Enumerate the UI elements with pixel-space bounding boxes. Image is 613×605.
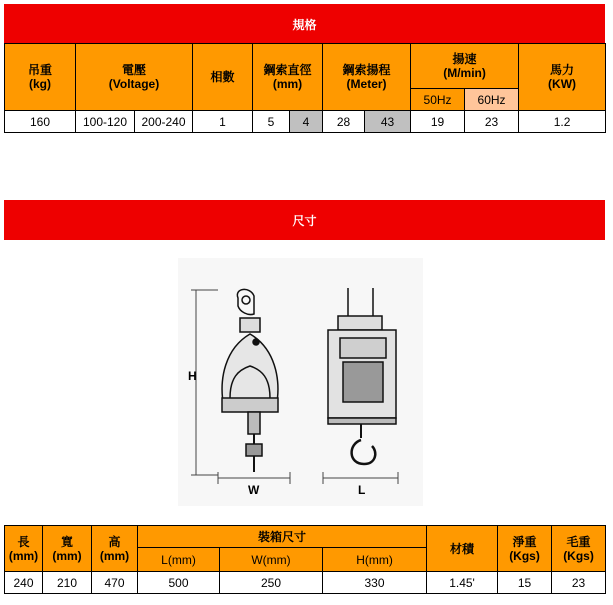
rope-guide <box>248 412 260 434</box>
header-box-l: L(mm) <box>138 548 220 572</box>
header-speed-60hz: 60Hz <box>465 89 519 111</box>
header-length: 長 (mm) <box>5 526 43 572</box>
hoist-dimension-drawing <box>178 258 423 506</box>
header-rope-length: 鋼索揚程 (Meter) <box>323 44 411 111</box>
header-box-h: H(mm) <box>323 548 427 572</box>
header-speed: 揚速 (M/min) <box>411 44 519 89</box>
side-bottom-plate <box>328 418 396 424</box>
header-volume: 材積 <box>427 526 498 572</box>
value-volume: 1.45' <box>427 572 498 594</box>
header-speed-50hz: 50Hz <box>411 89 465 111</box>
l-label: L <box>358 483 366 497</box>
value-height: 470 <box>92 572 138 594</box>
header-gross-weight: 毛重 (Kgs) <box>552 526 606 572</box>
value-power: 1.2 <box>519 111 606 133</box>
value-rope-diameter-a: 5 <box>253 111 290 133</box>
header-width: 寬 (mm) <box>43 526 92 572</box>
value-width: 210 <box>43 572 92 594</box>
header-box-size: 裝箱尺寸 <box>138 526 427 548</box>
value-length: 240 <box>5 572 43 594</box>
body-bolt <box>253 339 259 345</box>
spec-title: 規格 <box>292 17 317 32</box>
motor-base <box>222 398 278 412</box>
header-rope-diameter: 鋼索直徑 (mm) <box>253 44 323 111</box>
header-height: 高 (mm) <box>92 526 138 572</box>
header-box-w: W(mm) <box>220 548 323 572</box>
value-net-weight: 15 <box>498 572 552 594</box>
value-rope-length-b: 43 <box>365 111 411 133</box>
value-box-w: 250 <box>220 572 323 594</box>
dims-title: 尺寸 <box>292 213 317 228</box>
spec-table <box>4 43 606 133</box>
value-load: 160 <box>5 111 76 133</box>
value-rope-diameter-b: 4 <box>290 111 323 133</box>
value-box-l: 500 <box>138 572 220 594</box>
hoist-drawing-svg <box>178 258 423 506</box>
value-rope-length-a: 28 <box>323 111 365 133</box>
top-mount-block <box>240 318 260 332</box>
header-load: 吊重 (kg) <box>5 44 76 111</box>
packing-table <box>4 525 606 594</box>
w-label: W <box>248 483 260 497</box>
header-phase: 相數 <box>193 44 253 111</box>
header-power: 馬力 (KW) <box>519 44 606 111</box>
value-gross-weight: 23 <box>552 572 606 594</box>
value-voltage-a: 100-120 <box>76 111 135 133</box>
value-box-h: 330 <box>323 572 427 594</box>
header-voltage: 電壓 (Voltage) <box>76 44 193 111</box>
h-label: H <box>188 369 197 383</box>
value-speed-50hz: 19 <box>411 111 465 133</box>
value-voltage-b: 200-240 <box>135 111 193 133</box>
side-upper-panel <box>340 338 386 358</box>
spec-title-band <box>4 4 605 44</box>
rope-weight <box>246 444 262 456</box>
value-phase: 1 <box>193 111 253 133</box>
value-speed-60hz: 23 <box>465 111 519 133</box>
side-drum <box>343 362 383 402</box>
dims-title-band <box>4 200 605 240</box>
header-net-weight: 淨重 (Kgs) <box>498 526 552 572</box>
side-top-frame <box>338 316 382 330</box>
